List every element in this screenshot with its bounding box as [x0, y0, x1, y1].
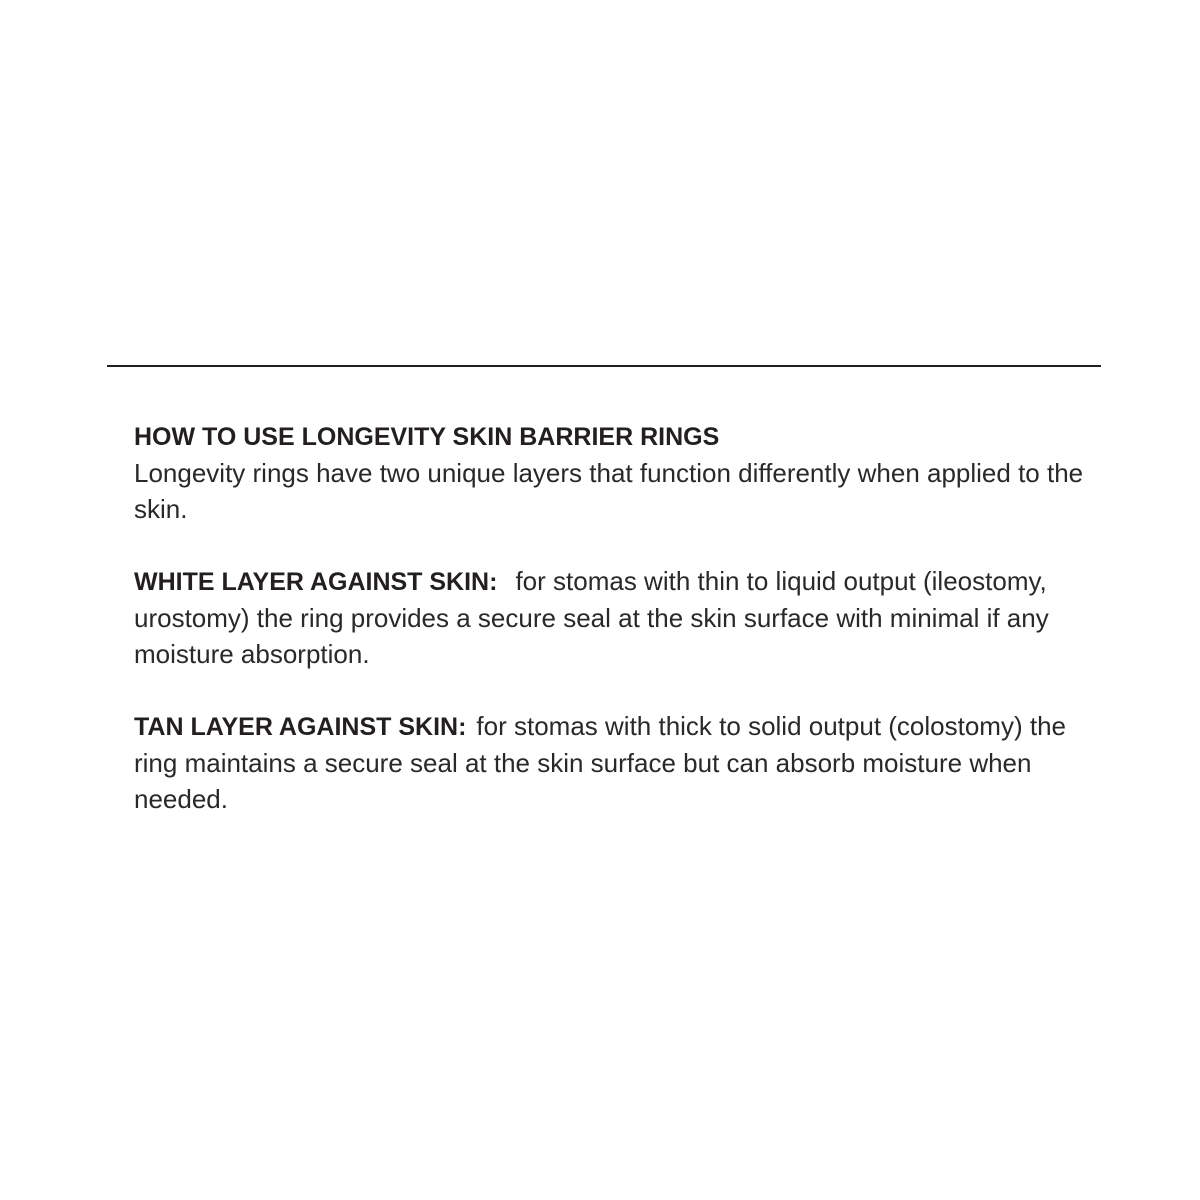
- white-layer-text: for stomas with thin to liquid output (ileostomy, urostomy) the ring provides a secure seal at the skin surface with minimal if any moisture absorption.: [134, 566, 1049, 669]
- tan-layer-text: for stomas with thick to solid output (colostomy) the ring maintains a secure seal at the skin surface but can absorb moisture when needed.: [134, 711, 1066, 814]
- tan-layer-label: TAN LAYER AGAINST SKIN:: [134, 713, 467, 741]
- top-divider: [107, 365, 1101, 367]
- tan-layer-block: [134, 708, 1094, 817]
- white-layer-label: WHITE LAYER AGAINST SKIN:: [134, 568, 498, 596]
- intro-text: Longevity rings have two unique layers that function differently when applied to the skin.: [134, 458, 1084, 524]
- section-title: HOW TO USE LONGEVITY SKIN BARRIER RINGS: [134, 423, 720, 451]
- instructions-content: [134, 419, 1094, 817]
- intro-block: [134, 419, 1094, 527]
- white-layer-block: [134, 563, 1094, 672]
